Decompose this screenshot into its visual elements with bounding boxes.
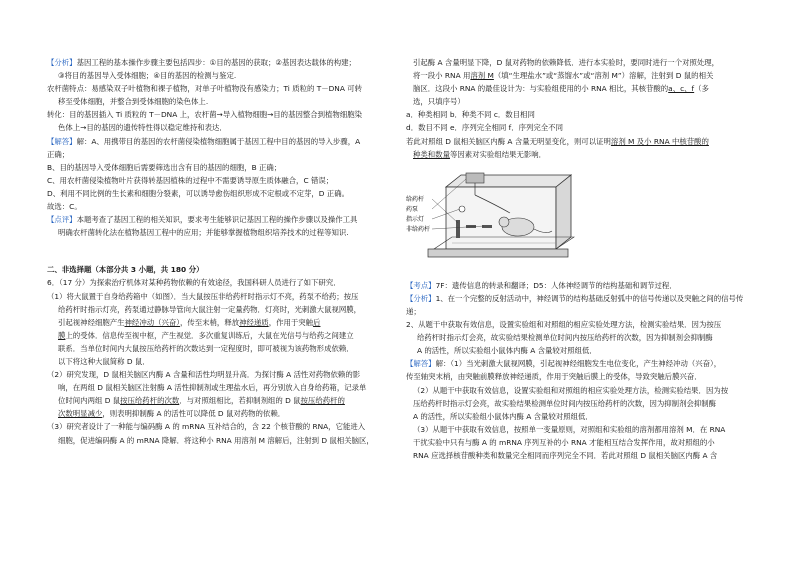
solution-line-2: 传至轴突末梢，由突触前膜释放神经递质，作用于突触后膜上的受体，导致突触后膜兴奋．	[406, 372, 702, 382]
question-6-part2-line4: 次数明显减少，则表明抑制酶 A 的活性可以降低 D 鼠对药物的依赖．	[58, 409, 286, 419]
question-6-part3-line3: 引起酶 A 含量明显下降，D 鼠对药物的依赖降低．进行本实验时，要同时进行一个对照处理，	[413, 58, 720, 67]
analysis-tag: 【分析】	[406, 293, 436, 303]
solution-line-5: A 的活性，所以实验组小鼠体内酶 A 含量较对照组低．	[413, 411, 593, 421]
question-6-part2-line2: 响，在两组 D 鼠相关脑区注射酶 A 活性抑制剂或生理盐水后，再分别放入自身给药箱，记录单	[58, 383, 367, 393]
solution-tag: 【解答】	[406, 359, 436, 369]
analysis-tag: 【分析】	[47, 58, 77, 67]
solution-line-6: （3）从题干中获取有效信息，按照单一变量原则，对照组和实验组的溶剂都用溶剂 M．在 RNA	[413, 424, 726, 434]
agrobacterium-line-2: 移至受体细胞，并整合到受体细胞的染色体上.	[58, 97, 209, 107]
question-6-part2-line1: （2）研究发现，D 鼠相关脑区内酶 A 含量和活性均明显升高．为探讨酶 A 活性对药物依赖的影	[47, 370, 361, 380]
answer-blank-5b: 次数明显减少	[58, 409, 103, 419]
spacer	[47, 250, 402, 261]
analysis-line-2: 2、从题干中获取有效信息，设置实验组和对照组的相应实验处理方法，检测实验结果．因为按压	[406, 320, 722, 330]
question-6-part3-line8: 种类和数量等因素对实验组结果无影响．	[413, 149, 547, 159]
question-6-part3-line4: 将一段小 RNA 用溶剂 M（填“生理盐水”或“蒸馏水”或“溶剂 M”）溶解，注射到 D 鼠的相关	[413, 71, 714, 81]
answer-blank-4: 按压给药杆的次数	[120, 396, 180, 406]
question-6-part3-line7: 若此对照组 D 鼠相关脑区内酶 A 含量无明显变化，则可以证明溶剂 M 及小 RNA 中核苷酸的	[406, 136, 709, 146]
left-column	[47, 56, 402, 447]
question-6-part1-line5: 联系．当单位时间内大鼠按压给药杆的次数达到一定程度时，即可被视为该药物形成依赖．	[58, 343, 354, 353]
question-6-part1-line3: 引起视神经细胞产生神经冲动（兴奋），传至末梢，释放神经递质，作用于突触后	[58, 317, 321, 327]
transformation-line-2: 色体上→目的基因的遗传特性得以稳定维持和表达．	[58, 123, 227, 133]
apparatus-diagram	[406, 165, 576, 273]
solution-line-8: RNA 应选择核苷酸种类和数量完全相同而序列完全不同．若此对照组 D 鼠相关脑区内酶 A 含	[413, 450, 718, 460]
spacer	[47, 239, 402, 250]
answer-blank-7: a、c、f	[668, 84, 695, 94]
solution-line-1: 【解答】解：（1）当光刺激大鼠视网膜，引起视神经细胞发生电位变化，产生神经冲动（兴奋），	[406, 359, 722, 369]
solution-line-4: 压给药杆时指示灯会亮，故实验结果检测单位时间内按压给药杆的次数，因为抑制剂会抑制酶	[413, 398, 717, 408]
answer-blank-3a: 后	[313, 317, 321, 327]
analysis-line-2: ③将目的基因导入受体细胞；④目的基因的检测与鉴定.	[58, 71, 237, 81]
label-drug-lever: 给药杆	[406, 195, 425, 203]
right-column	[406, 56, 758, 462]
answer-blank-8b: 种类和数量	[413, 149, 450, 159]
question-6-part3-line5: 脑区．这段小 RNA 的最佳设计为：与实验组使用的小 RNA 相比，其核苷酸的a、c、f（多	[413, 84, 709, 94]
transformation-line-1: 转化：目的基因插入 Ti 质粒的 T－DNA 上，农杆菌→导入植物细胞→目的基因整合到植物细胞染	[47, 110, 362, 120]
answer-blank-3b: 膜	[58, 330, 66, 340]
answer-line-6: 故选：C。	[47, 202, 82, 212]
analysis-line-4: A 的活性，所以实验组小鼠体内酶 A 含量较对照组低．	[417, 346, 597, 356]
analysis-line-3: 给药杆时指示灯会亮，故实验结果检测单位时间内按压给药杆的次数，因为抑制剂会抑制酶	[417, 333, 713, 343]
knowledge-point-tag: 【考点】	[406, 280, 436, 290]
answer-line-1: 【解答】解：A、用携带目的基因的农杆菌侵染植物细胞属于基因工程中目的基因的导入步骤，A	[47, 136, 361, 146]
question-6-intro: 6．（17 分）为探索治疗机体对某种药物依赖的有效途径，我国科研人员进行了如下研究．	[47, 278, 341, 288]
knowledge-point-line: 【考点】7F：遗传信息的转录和翻译；D5：人体神经调节的结构基础和调节过程．	[406, 280, 677, 290]
solution-line-3: （2）从题干中获取有效信息，设置实验组和对照组的相应实验处理方法，检测实验结果．因为按	[413, 385, 729, 395]
question-6-part1-line6: 以下将这种大鼠简称 D 鼠．	[58, 356, 150, 366]
answer-line-3: B、目的基因导入受体细胞后需要筛选出含有目的基因的细胞，B 正确；	[47, 162, 282, 172]
question-6-part1-line1: （1）将大鼠置于自身给药箱中（如图）．当大鼠按压非给药杆时指示灯不亮，药泵不给药；按压	[47, 291, 359, 301]
answer-blank-2: 神经递质	[239, 317, 269, 327]
label-indicator-light: 指示灯	[406, 215, 425, 223]
answer-blank-8a: 溶剂 M 及小 RNA 中核苷酸的	[610, 136, 709, 146]
answer-line-2: 正确；	[47, 149, 70, 159]
answer-line-5: D、利用不同比例的生长素和细胞分裂素，可以诱导愈伤组织形成不定根或不定芽，D 正确。	[47, 188, 349, 198]
answer-tag: 【解答】	[47, 136, 77, 146]
label-non-drug-lever: 非给药杆	[406, 225, 431, 233]
self-administration-box-figure	[406, 165, 758, 273]
analysis-line-1: 【分析】1、在一个完整的反射活动中，神经调节的结构基础反射弧中的信号传递以及突触之间的信号传递；	[406, 293, 744, 316]
section-title: 二、非选择题（本部分共 3 小题，共 180 分）	[47, 265, 204, 275]
question-6-part3-line6: 选，只填序号）	[413, 97, 465, 107]
comment-tag: 【点评】	[47, 215, 77, 225]
options-line-2: d．数目不同 e．序列完全相同 f．序列完全不同	[406, 123, 563, 133]
answer-blank-1: 神经冲动（兴奋）	[124, 317, 180, 327]
answer-line-4: C、用农杆菌侵染植物叶片获得转基因植株的过程中不需要诱导原生质体融合，C 错误；	[47, 175, 334, 185]
question-6-part1-line4: 膜上的受体．信息传至视中枢，产生视觉．多次重复训练后，大鼠在光信号与给药之间建立	[58, 330, 354, 340]
question-6-part2-line3: 位时间内两组 D 鼠按压给药杆的次数．与对照组相比，若抑制剂组的 D 鼠按压给药杆的	[58, 396, 345, 406]
comment-line-1: 【点评】本题考查了基因工程的相关知识，要求考生能够识记基因工程的操作步骤以及操作工具	[47, 215, 358, 225]
answer-blank-6: 溶剂 M	[470, 71, 494, 81]
answer-blank-5a: 按压给药杆的	[300, 396, 345, 406]
agrobacterium-line-1: 农杆菌特点：易感染双子叶植物和裸子植物，对单子叶植物没有感染力；Ti 质粒的 T－DNA 可转	[47, 84, 363, 94]
analysis-line-1: 【分析】基因工程的基本操作步骤主要包括四步：①目的基因的获取；②基因表达载体的构建；	[47, 58, 356, 67]
question-6-part3-line1: （3）研究者设计了一种能与编码酶 A 的 mRNA 互补结合的，含 22 个核苷酸的 RNA，它能进入	[47, 422, 366, 432]
question-6-part3-line2: 细胞，促进编码酶 A 的 mRNA 降解．将这种小 RNA 用溶剂 M 溶解后，注射到 D 鼠相关脑区，	[58, 435, 374, 445]
comment-line-2: 明确农杆菌转化法在植物基因工程中的应用；并能够掌握植物组织培养技术的过程等知识.	[58, 228, 349, 238]
solution-line-7: 干扰实验中只有与酶 A 的 mRNA 序列互补的小 RNA 才能相互结合发挥作用，故对照组的小	[413, 437, 715, 447]
question-6-part1-line2: 给药杆时指示灯亮，药泵通过静脉导管向大鼠注射一定量药物．灯亮时，光刺激大鼠视网膜，	[58, 304, 362, 314]
options-line-1: a．种类相同 b．种类不同 c．数目相同	[406, 110, 535, 120]
label-pump: 药泵	[406, 205, 419, 213]
